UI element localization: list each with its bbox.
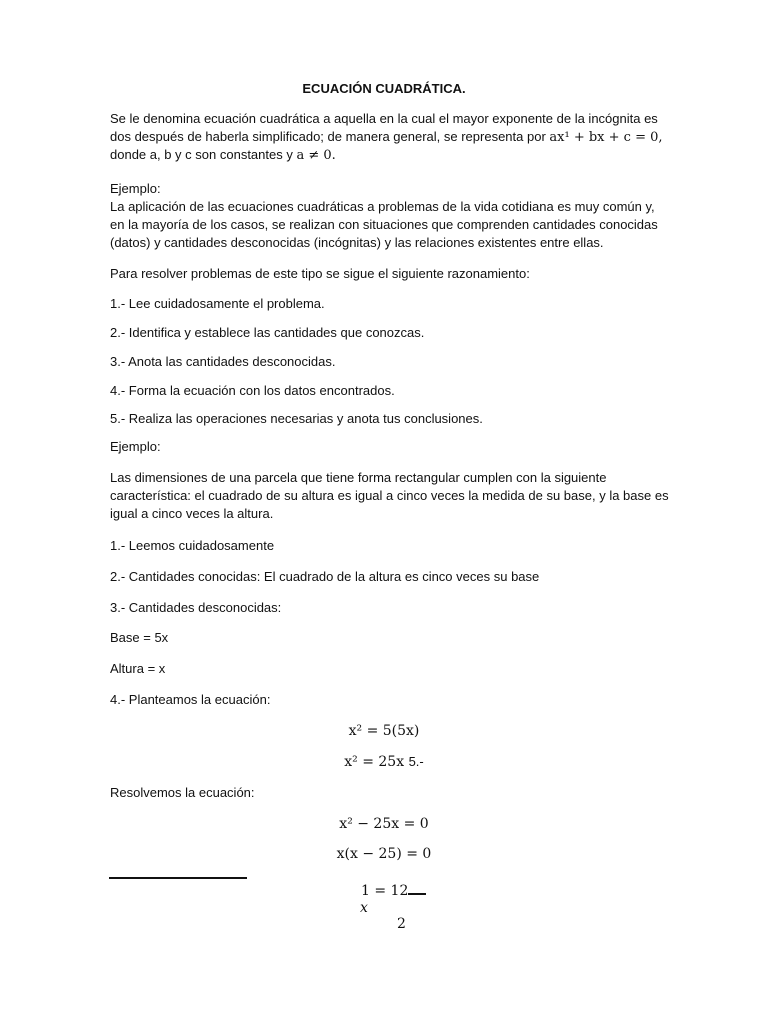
document-title: ECUACIÓN CUADRÁTICA.	[302, 81, 466, 96]
solution-step-4: 4.- Planteamos la ecuación:	[110, 692, 271, 707]
problem-line-2: característica: el cuadrado de su altura es igual a cinco veces la medida de su base, y la base es	[110, 488, 669, 503]
application-line-3: (datos) y cantidades desconocidas (incógnitas) y las relaciones existentes entre ellas.	[110, 235, 604, 250]
general-quadratic-formula: ax¹ + bx + c = 0,	[549, 130, 663, 145]
intro-line-2	[110, 128, 663, 147]
step-3: 3.- Anota las cantidades desconocidas.	[110, 354, 336, 369]
solution-step-1: 1.- Leemos cuidadosamente	[110, 538, 275, 553]
step-4: 4.- Forma la ecuación con los datos encontrados.	[110, 383, 395, 398]
step-1: 1.- Lee cuidadosamente el problema.	[110, 296, 325, 311]
solution-step-2: 2.- Cantidades conocidas: El cuadrado de la altura es cinco veces su base	[110, 569, 540, 584]
application-line-2: en la mayoría de los casos, se realizan con situaciones que comprenden cantidades conocidas	[110, 217, 658, 232]
footnote-divider	[109, 877, 247, 879]
step-2: 2.- Identifica y establece las cantidades que conozcas.	[110, 325, 425, 340]
equation-1: x² = 5(5x)	[348, 723, 420, 739]
intro-line-3	[110, 146, 336, 165]
equation-2	[0, 753, 768, 771]
equation-5-underline	[408, 881, 426, 895]
height-definition: Altura = x	[110, 661, 166, 676]
equation-5	[361, 881, 426, 900]
nonzero-condition: a ≠ 0.	[296, 148, 336, 163]
problem-line-3: igual a cinco veces la altura.	[110, 506, 274, 521]
equation-3: x² − 25x = 0	[339, 816, 429, 832]
equation-4: x(x − 25) = 0	[336, 846, 432, 862]
application-line-1: La aplicación de las ecuaciones cuadráticas a problemas de la vida cotidiana es muy común y,	[110, 199, 655, 214]
equation-5-text: 1 = 12	[361, 883, 409, 899]
example-label-2: Ejemplo:	[110, 439, 161, 454]
intro-line-2-text: dos después de haberla simplificado; de manera general, se representa por	[110, 129, 546, 144]
problem-line-1: Las dimensiones de una parcela que tiene forma rectangular cumplen con la siguiente	[110, 470, 607, 485]
equation-5-variable: x	[360, 900, 368, 916]
equation-2-math: x² = 25x	[344, 754, 405, 770]
page-number: 2	[397, 916, 406, 932]
base-definition: Base = 5x	[110, 630, 169, 645]
reasoning-intro: Para resolver problemas de este tipo se sigue el siguiente razonamiento:	[110, 266, 530, 281]
equation-2-suffix: 5.-	[408, 754, 424, 769]
intro-line-1: Se le denomina ecuación cuadrática a aquella en la cual el mayor exponente de la incógnita es	[110, 111, 658, 126]
step-5: 5.- Realiza las operaciones necesarias y anota tus conclusiones.	[110, 411, 483, 426]
solve-label: Resolvemos la ecuación:	[110, 785, 255, 800]
intro-line-3-text: donde a, b y c son constantes y	[110, 147, 293, 162]
solution-step-3: 3.- Cantidades desconocidas:	[110, 600, 282, 615]
example-label-1: Ejemplo:	[110, 181, 161, 196]
